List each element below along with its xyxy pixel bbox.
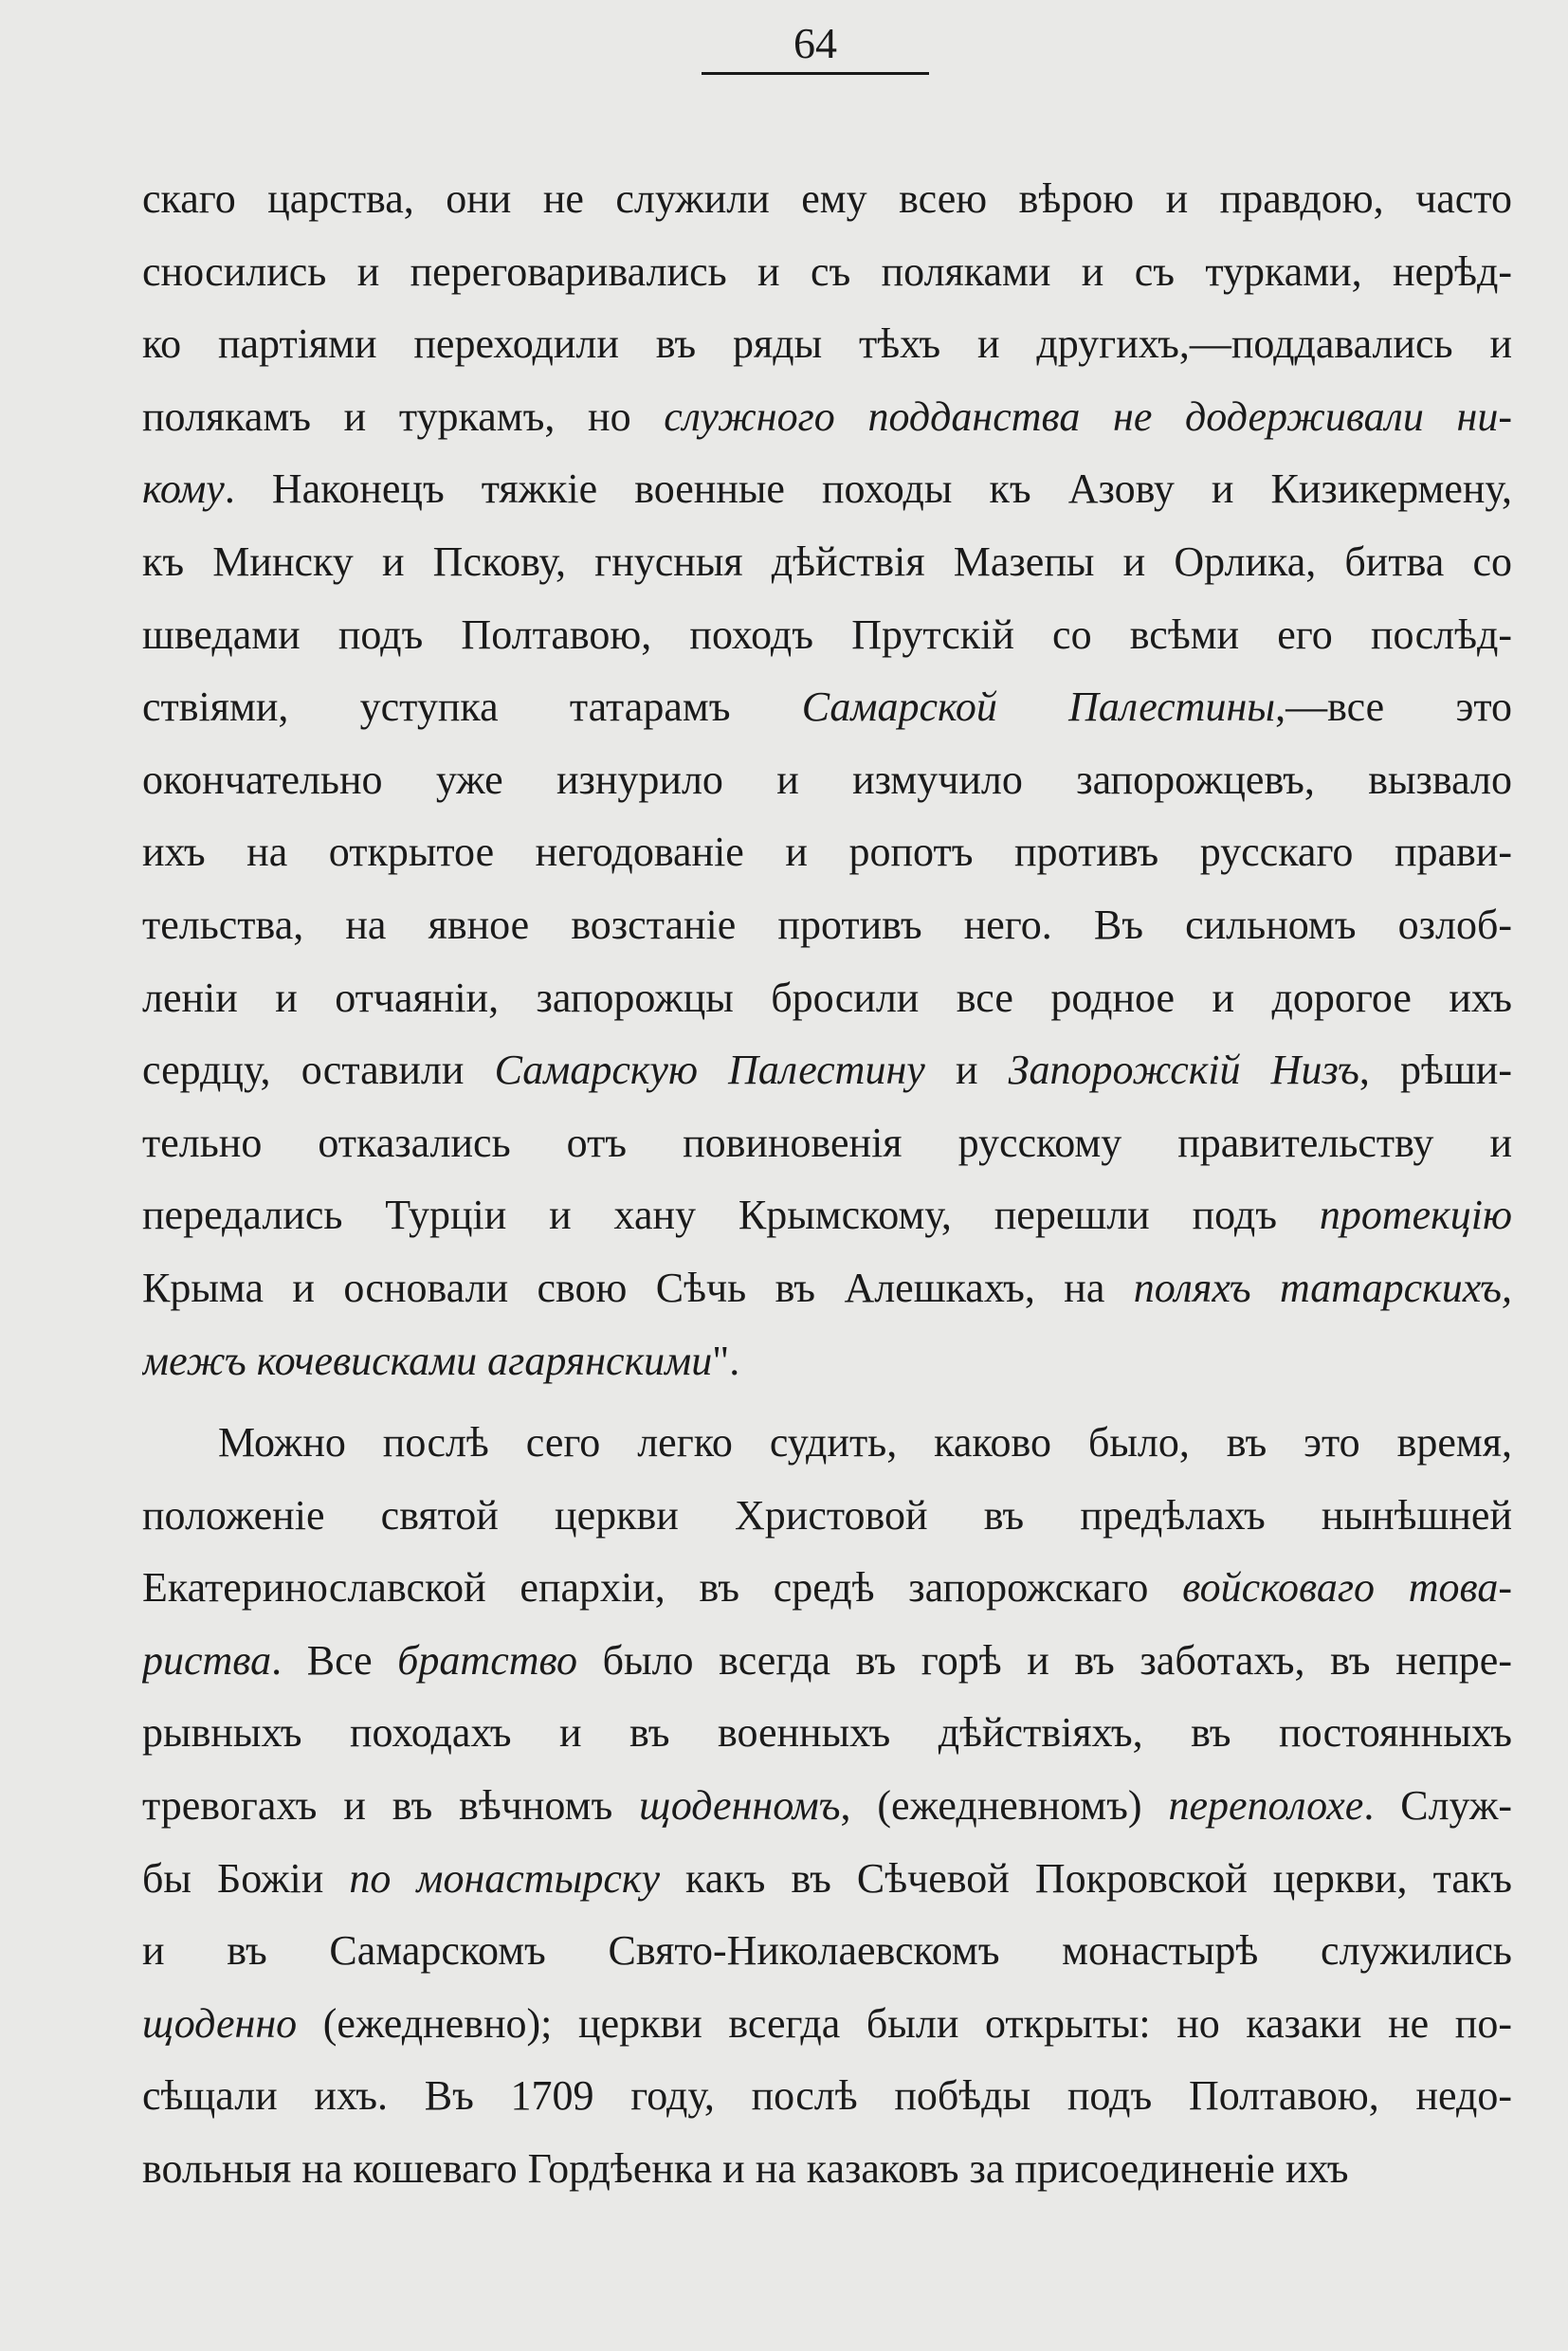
italic-text: Самарскую Палестину bbox=[494, 1047, 925, 1094]
text-run: Можно послѣ сего легко судить, каково было, въ это время, bbox=[218, 1419, 1512, 1467]
text-run: передались Турціи и хану Крымскому, перешли подъ bbox=[142, 1192, 1320, 1239]
text-run: шведами подъ Полтавою, походъ Прутскій со всѣми его послѣд- bbox=[142, 611, 1512, 658]
text-run: ствіями, уступка татарамъ bbox=[142, 683, 802, 731]
text-run: полякамъ и туркамъ, но bbox=[142, 392, 665, 440]
text-line bbox=[142, 236, 1512, 309]
text-line bbox=[142, 1179, 1512, 1252]
text-run: тревогахъ и въ вѣчномъ bbox=[142, 1782, 640, 1830]
text-line bbox=[142, 308, 1512, 381]
text-run: и въ Самарскомъ Свято-Николаевскомъ монастырѣ служились bbox=[142, 1927, 1512, 1975]
text-line bbox=[142, 816, 1512, 889]
text-line bbox=[142, 1915, 1512, 1988]
text-run: и bbox=[924, 1047, 1009, 1094]
italic-text: протекцію bbox=[1319, 1192, 1512, 1239]
text-line bbox=[142, 2133, 1512, 2206]
text-run: сносились и переговаривались и съ поляками и съ турками, нерѣд- bbox=[142, 247, 1512, 295]
text-line bbox=[142, 1770, 1512, 1843]
text-line bbox=[142, 599, 1512, 672]
text-line bbox=[142, 1407, 1512, 1480]
text-run: ,—все это bbox=[1275, 683, 1512, 731]
text-line bbox=[142, 744, 1512, 817]
text-line bbox=[142, 889, 1512, 962]
italic-text: служного подданства не додерживали ни- bbox=[664, 392, 1512, 440]
text-run: ихъ на открытое негодованіе и ропотъ противъ русскаго прави- bbox=[142, 829, 1512, 876]
text-run: тельно отказались отъ повиновенія русскому правительству и bbox=[142, 1119, 1512, 1166]
text-run: Крыма и основали свою Сѣчь въ Алешкахъ, на bbox=[142, 1264, 1134, 1311]
text-line bbox=[142, 1252, 1512, 1325]
text-line bbox=[142, 1843, 1512, 1916]
italic-text: Самарской Палестины bbox=[801, 683, 1276, 731]
text-run: . Служ- bbox=[1363, 1782, 1512, 1830]
text-run: окончательно уже изнурило и измучило запорожцевъ, вызвало bbox=[142, 756, 1512, 803]
text-run: сердцу, оставили bbox=[142, 1047, 495, 1094]
text-line bbox=[142, 381, 1512, 454]
text-run: рывныхъ походахъ и въ военныхъ дѣйствіяхъ, въ постоянныхъ bbox=[142, 1709, 1512, 1757]
text-line bbox=[142, 1697, 1512, 1770]
text-line bbox=[142, 453, 1512, 526]
text-run: положеніе святой церкви Христовой въ предѣлахъ нынѣшней bbox=[142, 1491, 1512, 1539]
page-number-rule bbox=[702, 72, 929, 75]
italic-text: поляхъ татарскихъ, bbox=[1133, 1264, 1512, 1311]
italic-text: войсковаго това- bbox=[1182, 1564, 1512, 1612]
italic-text: Запорожскій Низъ bbox=[1008, 1047, 1359, 1094]
text-run: леніи и отчаяніи, запорожцы бросили все родное и дорогое ихъ bbox=[142, 974, 1512, 1021]
body-text bbox=[142, 163, 1512, 2206]
text-line bbox=[142, 163, 1512, 236]
text-line bbox=[142, 526, 1512, 599]
italic-text: щоденномъ bbox=[639, 1782, 841, 1830]
text-line bbox=[142, 1625, 1512, 1698]
text-run: сѣщали ихъ. Въ 1709 году, послѣ побѣды подъ Полтавою, недо- bbox=[142, 2072, 1512, 2120]
text-line bbox=[142, 1034, 1512, 1107]
italic-text: межъ кочевисками агарянскими bbox=[142, 1337, 713, 1384]
text-line bbox=[142, 1325, 1512, 1398]
text-run: ". bbox=[712, 1337, 740, 1384]
text-run: бы Божіи bbox=[142, 1854, 350, 1902]
italic-text: по монастырску bbox=[349, 1854, 661, 1902]
text-run: , (ежедневномъ) bbox=[840, 1782, 1169, 1830]
italic-text: риства bbox=[142, 1636, 272, 1684]
text-run: вольныя на кошеваго Гордѣенка и на казаковъ за присоединеніе ихъ bbox=[142, 2145, 1349, 2193]
text-run: (ежедневно); церкви всегда были открыты: но казаки не по- bbox=[297, 1999, 1512, 2047]
page-number: 64 bbox=[793, 19, 837, 67]
text-line bbox=[142, 1480, 1512, 1553]
text-line bbox=[142, 2060, 1512, 2133]
text-run: какъ въ Сѣчевой Покровской церкви, такъ bbox=[660, 1854, 1512, 1902]
text-line bbox=[142, 1552, 1512, 1625]
italic-text: кому bbox=[142, 465, 225, 513]
text-run: , рѣши- bbox=[1358, 1047, 1512, 1094]
italic-text: переполохе bbox=[1168, 1782, 1364, 1830]
text-run: къ Минску и Пскову, гнусныя дѣйствія Мазепы и Орлика, битва со bbox=[142, 538, 1512, 585]
text-line bbox=[142, 1988, 1512, 2061]
italic-text: братство bbox=[397, 1636, 578, 1684]
text-run: скаго царства, они не служили ему всею вѣрою и правдою, часто bbox=[142, 175, 1512, 222]
text-run: . Наконецъ тяжкіе военные походы къ Азову и Кизикермену, bbox=[224, 465, 1512, 513]
text-line bbox=[142, 1107, 1512, 1180]
text-run: тельства, на явное возстаніе противъ него. Въ сильномъ озлоб- bbox=[142, 901, 1512, 948]
italic-text: щоденно bbox=[142, 1999, 298, 2047]
text-run: . Все bbox=[271, 1636, 398, 1684]
text-line bbox=[142, 962, 1512, 1035]
text-run: ко партіями переходили въ ряды тѣхъ и другихъ,—поддавались и bbox=[142, 320, 1512, 368]
text-line bbox=[142, 671, 1512, 744]
text-run: Екатеринославской епархіи, въ средѣ запорожскаго bbox=[142, 1564, 1183, 1612]
text-run: было всегда въ горѣ и въ заботахъ, въ непре- bbox=[577, 1636, 1512, 1684]
